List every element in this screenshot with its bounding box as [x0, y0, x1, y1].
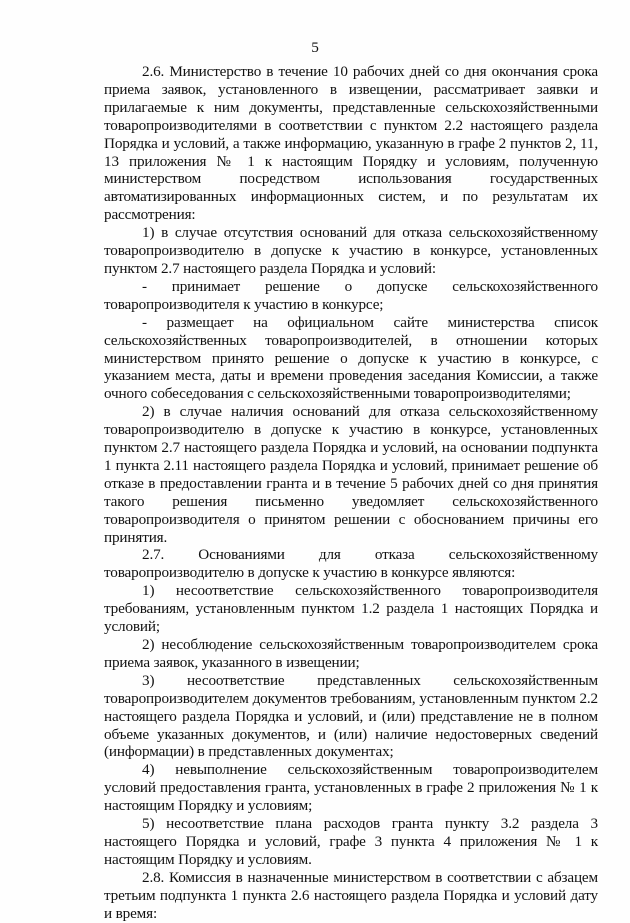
- paragraph-2-7-sub-3: 3) несоответствие представленных сельскохозяйственным товаропроизводителем документов требованиям, установленным пунктом 2.2 настоящего раздела Порядка и условий, и (или) представление не в полном объеме указанных документов, и (или) наличие недостоверных сведений (информации) в представленных документах;: [104, 671, 598, 761]
- paragraph-2-7-sub-4: 4) невыполнение сельскохозяйственным товаропроизводителем условий предоставления гранта, установленных в графе 2 приложения № 1 к настоящим Порядку и условиям;: [104, 761, 598, 815]
- paragraph-2-7-sub-1: 1) несоответствие сельскохозяйственного товаропроизводителя требованиям, установленным пунктом 1.2 раздела 1 настоящих Порядка и условий;: [104, 582, 598, 636]
- paragraph-2-7-sub-2: 2) несоблюдение сельскохозяйственным товаропроизводителем срока приема заявок, указанного в извещении;: [104, 636, 598, 671]
- paragraph-2-6: 2.6. Министерство в течение 10 рабочих дней со дня окончания срока приема заявок, установленного в извещении, рассматривает заявки и прилагаемые к ним документы, представленные сельскохозяйственными товаропроизводителями в соответствии с пунктом 2.2 настоящего раздела Порядка и условий, а также информацию, указанную в графе 2 пунктов 2, 11, 13 приложения № 1 к настоящим Порядку и условиям, полученную министерством посредством использования государственных автоматизированных информационных систем, и по результатам их рассмотрения:: [104, 63, 598, 224]
- paragraph-2-6-sub-1-dash-2: - размещает на официальном сайте министерства список сельскохозяйственных товаропроизводителей, в отношении которых министерством принято решение о допуске к участию в конкурсе, с указанием места, даты и времени проведения заседания Комиссии, а также очного собеседования с сельскохозяйственными товаропроизводителями;: [104, 313, 598, 403]
- paragraph-2-6-sub-1: 1) в случае отсутствия оснований для отказа сельскохозяйственному товаропроизводителю в допуске к участию в конкурсе, установленных пунктом 2.7 настоящего раздела Порядка и условий:: [104, 224, 598, 277]
- page-number: 5: [311, 39, 319, 56]
- document-body: [104, 63, 598, 923]
- paragraph-2-6-sub-1-dash-1: - принимает решение о допуске сельскохозяйственного товаропроизводителя к участию в конкурсе;: [104, 277, 598, 313]
- paragraph-2-6-sub-2: 2) в случае наличия оснований для отказа сельскохозяйственному товаропроизводителю в допуске к участию в конкурсе, установленных пунктом 2.7 настоящего раздела Порядка и условий, на основании подпункта 1 пункта 2.11 настоящего раздела Порядка и условий, принимает решение об отказе в предоставлении гранта и в течение 5 рабочих дней со дня принятия такого решения письменно уведомляет сельскохозяйственного товаропроизводителя о принятом решении с обоснованием причины его принятия.: [104, 403, 598, 546]
- paragraph-2-8: 2.8. Комиссия в назначенные министерством в соответствии с абзацем третьим подпункта 1 пункта 2.6 настоящего раздела Порядка и условий дату и время:: [104, 868, 598, 922]
- paragraph-2-7-sub-5: 5) несоответствие плана расходов гранта пункту 3.2 раздела 3 настоящего Порядка и условий, графе 3 пункта 4 приложения № 1 к настоящим Порядку и условиям.: [104, 815, 598, 868]
- paragraph-2-7: 2.7. Основаниями для отказа сельскохозяйственному товаропроизводителю в допуске к участию в конкурсе являются:: [104, 546, 598, 582]
